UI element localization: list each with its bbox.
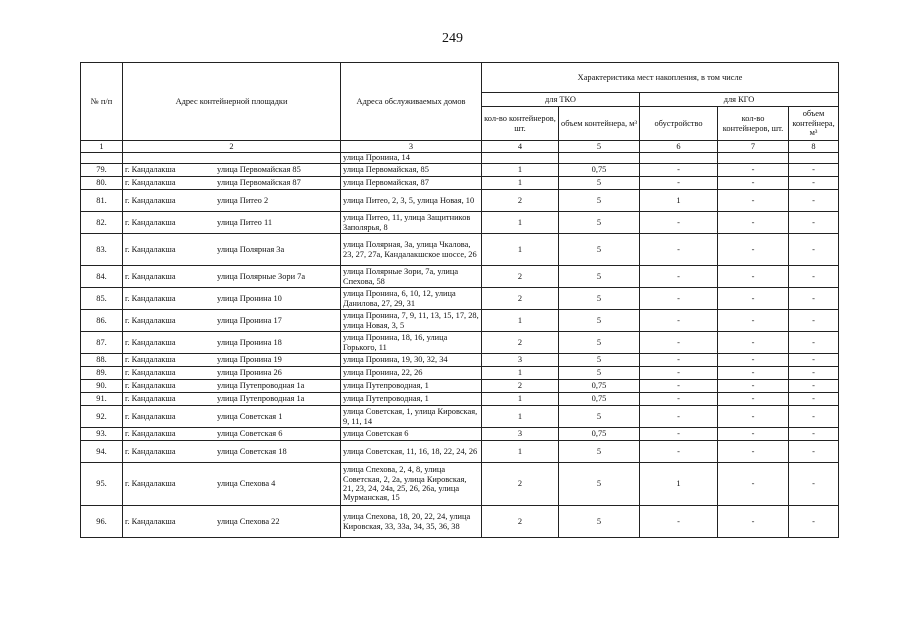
col-number: 6 [640, 141, 718, 153]
city-label: г. Кандалакша [125, 368, 176, 378]
street-label: улица Питео 11 [217, 217, 273, 227]
city-label: г. Кандалакша [125, 178, 176, 188]
row-number-cell: 80. [81, 177, 123, 190]
tko-count-cell: 1 [482, 234, 559, 266]
header-served-houses: Адреса обслуживаемых домов [341, 63, 482, 141]
kgo-count-cell: - [718, 428, 789, 441]
kgo-setup-cell: - [640, 506, 718, 538]
site-address-cell [123, 463, 341, 506]
kgo-setup-cell: - [640, 393, 718, 406]
served-houses-cell: улица Пронина, 22, 26 [341, 367, 482, 380]
city-label: г. Кандалакша [125, 217, 176, 227]
kgo-count-cell: - [718, 288, 789, 310]
tko-volume-cell: 5 [559, 177, 640, 190]
kgo-setup-cell: - [640, 406, 718, 428]
row-number-cell: 84. [81, 266, 123, 288]
site-address-cell [123, 406, 341, 428]
site-address-cell [123, 367, 341, 380]
tko-count-cell: 1 [482, 310, 559, 332]
served-houses-cell: улица Путепроводная, 1 [341, 380, 482, 393]
kgo-volume-cell: - [789, 190, 839, 212]
row-number-cell: 83. [81, 234, 123, 266]
header-kgo: для КГО [640, 93, 839, 107]
street-label: улица Спехова 22 [217, 516, 280, 526]
kgo-volume-cell: - [789, 212, 839, 234]
served-houses-cell: улица Первомайская, 85 [341, 164, 482, 177]
served-houses-cell: улица Полярные Зори, 7а, улица Спехова, 58 [341, 266, 482, 288]
tko-count-cell: 3 [482, 428, 559, 441]
tko-volume-cell: 0,75 [559, 428, 640, 441]
row-number-cell: 90. [81, 380, 123, 393]
row-number-cell: 79. [81, 164, 123, 177]
row-number-cell: 81. [81, 190, 123, 212]
row-number-cell: 91. [81, 393, 123, 406]
served-houses-cell: улица Полярная, 3а, улица Чкалова, 23, 27, 27а, Кандалакшское шоссе, 26 [341, 234, 482, 266]
tko-volume-cell: 5 [559, 463, 640, 506]
row-number-cell: 95. [81, 463, 123, 506]
table-row [81, 463, 839, 506]
tko-count-cell: 1 [482, 164, 559, 177]
tko-volume-cell: 5 [559, 332, 640, 354]
tko-volume-cell: 5 [559, 406, 640, 428]
tko-volume-cell: 5 [559, 190, 640, 212]
kgo-volume-cell: - [789, 393, 839, 406]
kgo-count-cell: - [718, 406, 789, 428]
row-number-cell: 86. [81, 310, 123, 332]
street-label: улица Советская 6 [217, 429, 283, 439]
site-address-cell [123, 380, 341, 393]
served-houses-cell: улица Пронина, 19, 30, 32, 34 [341, 354, 482, 367]
row-number-cell: 85. [81, 288, 123, 310]
table-row [81, 367, 839, 380]
street-label: улица Питео 2 [217, 195, 269, 205]
kgo-setup-cell: - [640, 441, 718, 463]
city-label: г. Кандалакша [125, 355, 176, 365]
tko-count-cell: 1 [482, 406, 559, 428]
kgo-volume-cell: - [789, 310, 839, 332]
tko-volume-cell: 0,75 [559, 380, 640, 393]
col-number: 4 [482, 141, 559, 153]
tko-count-cell: 2 [482, 506, 559, 538]
row-number-cell: 87. [81, 332, 123, 354]
city-label: г. Кандалакша [125, 293, 176, 303]
table-header [81, 63, 839, 153]
header-kgo-count: кол-во контейнеров, шт. [718, 107, 789, 141]
city-label: г. Кандалакша [125, 271, 176, 281]
col-number: 8 [789, 141, 839, 153]
site-address-cell [123, 441, 341, 463]
tko-count-cell: 2 [482, 380, 559, 393]
table-row [81, 164, 839, 177]
kgo-setup-cell: - [640, 164, 718, 177]
kgo-volume-cell: - [789, 354, 839, 367]
tko-count-cell: 2 [482, 288, 559, 310]
header-site-address: Адрес контейнерной площадки [123, 63, 341, 141]
kgo-volume-cell: - [789, 506, 839, 538]
table-body [81, 153, 839, 538]
city-label: г. Кандалакша [125, 411, 176, 421]
kgo-volume-cell: - [789, 406, 839, 428]
kgo-count-cell: - [718, 332, 789, 354]
tko-count-cell: 3 [482, 354, 559, 367]
kgo-volume-cell: - [789, 367, 839, 380]
site-address-cell [123, 234, 341, 266]
kgo-volume-cell: - [789, 463, 839, 506]
kgo-count-cell: - [718, 266, 789, 288]
kgo-setup-cell: - [640, 332, 718, 354]
table-row [81, 354, 839, 367]
row-number-cell: 96. [81, 506, 123, 538]
header-kgo-setup: обустройство [640, 107, 718, 141]
served-houses-cell: улица Пронина, 7, 9, 11, 13, 15, 17, 28, улица Новая, 3, 5 [341, 310, 482, 332]
city-label: г. Кандалакша [125, 165, 176, 175]
kgo-count-cell: - [718, 164, 789, 177]
served-houses-cell: улица Советская, 1, улица Кировская, 9, 11, 14 [341, 406, 482, 428]
header-tko: для ТКО [482, 93, 640, 107]
kgo-volume-cell: - [789, 234, 839, 266]
site-address-cell [123, 393, 341, 406]
kgo-setup-cell: - [640, 380, 718, 393]
street-label: улица Спехова 4 [217, 479, 276, 489]
table-row [81, 441, 839, 463]
site-address-cell [123, 177, 341, 190]
col-number: 5 [559, 141, 640, 153]
street-label: улица Советская 1 [217, 411, 283, 421]
city-label: г. Кандалакша [125, 429, 176, 439]
row-number-cell: 82. [81, 212, 123, 234]
city-label: г. Кандалакша [125, 394, 176, 404]
kgo-count-cell: - [718, 190, 789, 212]
street-label: улица Пронина 26 [217, 368, 282, 378]
kgo-volume-cell: - [789, 380, 839, 393]
row-number-cell: 93. [81, 428, 123, 441]
city-label: г. Кандалакша [125, 479, 176, 489]
row-number-cell: 89. [81, 367, 123, 380]
kgo-count-cell: - [718, 441, 789, 463]
kgo-setup-cell: 1 [640, 463, 718, 506]
tko-count-cell: 1 [482, 441, 559, 463]
kgo-count-cell: - [718, 506, 789, 538]
city-label: г. Кандалакша [125, 516, 176, 526]
kgo-count-cell: - [718, 380, 789, 393]
continuation-row [81, 153, 839, 164]
tko-volume-cell: 5 [559, 288, 640, 310]
table-row [81, 393, 839, 406]
tko-volume-cell: 5 [559, 234, 640, 266]
kgo-count-cell: - [718, 212, 789, 234]
tko-count-cell: 1 [482, 367, 559, 380]
tko-volume-cell: 5 [559, 367, 640, 380]
street-label: улица Пронина 19 [217, 355, 282, 365]
kgo-setup-cell: 1 [640, 190, 718, 212]
kgo-count-cell: - [718, 393, 789, 406]
tko-count-cell: 1 [482, 212, 559, 234]
street-label: улица Первомайская 87 [217, 178, 301, 188]
tko-volume-cell: 0,75 [559, 393, 640, 406]
site-address-cell [123, 428, 341, 441]
header-tko-volume: объем контейнера, м³ [559, 107, 640, 141]
tko-volume-cell: 0,75 [559, 164, 640, 177]
site-address-cell [123, 506, 341, 538]
kgo-volume-cell: - [789, 177, 839, 190]
col-number: 3 [341, 141, 482, 153]
kgo-volume-cell: - [789, 428, 839, 441]
tko-volume-cell: 5 [559, 212, 640, 234]
header-num: № п/п [81, 63, 123, 141]
served-houses-cell: улица Питео, 2, 3, 5, улица Новая, 10 [341, 190, 482, 212]
served-houses-cell: улица Пронина, 14 [341, 153, 482, 164]
kgo-setup-cell: - [640, 266, 718, 288]
site-address-cell [123, 190, 341, 212]
city-label: г. Кандалакша [125, 337, 176, 347]
header-kgo-volume: объем контейнера, м³ [789, 107, 839, 141]
kgo-setup-cell: - [640, 310, 718, 332]
site-address-cell [123, 164, 341, 177]
site-address-cell [123, 354, 341, 367]
kgo-volume-cell: - [789, 441, 839, 463]
tko-volume-cell: 5 [559, 506, 640, 538]
site-address-cell [123, 212, 341, 234]
served-houses-cell: улица Питео, 11, улица Защитников Заполярья, 8 [341, 212, 482, 234]
table-row [81, 332, 839, 354]
city-label: г. Кандалакша [125, 446, 176, 456]
served-houses-cell: улица Советская, 11, 16, 18, 22, 24, 26 [341, 441, 482, 463]
street-label: улица Пронина 10 [217, 293, 282, 303]
street-label: улица Путепроводная 1а [217, 394, 305, 404]
served-houses-cell: улица Советская 6 [341, 428, 482, 441]
table-row [81, 177, 839, 190]
header-tko-count: кол-во контейнеров, шт. [482, 107, 559, 141]
row-number-cell: 88. [81, 354, 123, 367]
street-label: улица Советская 18 [217, 446, 287, 456]
served-houses-cell: улица Спехова, 18, 20, 22, 24, улица Кировская, 33, 33а, 34, 35, 36, 38 [341, 506, 482, 538]
kgo-count-cell: - [718, 310, 789, 332]
site-address-cell [123, 332, 341, 354]
kgo-volume-cell: - [789, 164, 839, 177]
col-number: 2 [123, 141, 341, 153]
table-row [81, 506, 839, 538]
site-address-cell [123, 310, 341, 332]
kgo-setup-cell: - [640, 288, 718, 310]
column-number-row [81, 141, 839, 153]
street-label: улица Полярная 3а [217, 244, 285, 254]
city-label: г. Кандалакша [125, 381, 176, 391]
kgo-setup-cell: - [640, 354, 718, 367]
tko-count-cell: 2 [482, 266, 559, 288]
table-row [81, 266, 839, 288]
container-sites-table [80, 62, 839, 538]
kgo-volume-cell: - [789, 288, 839, 310]
city-label: г. Кандалакша [125, 195, 176, 205]
tko-count-cell: 1 [482, 393, 559, 406]
city-label: г. Кандалакша [125, 244, 176, 254]
site-address-cell [123, 288, 341, 310]
table-row [81, 190, 839, 212]
page-number: 249 [442, 31, 463, 46]
city-label: г. Кандалакша [125, 315, 176, 325]
tko-count-cell: 2 [482, 332, 559, 354]
kgo-volume-cell: - [789, 332, 839, 354]
street-label: улица Путепроводная 1а [217, 381, 305, 391]
table-row [81, 428, 839, 441]
row-number-cell: 94. [81, 441, 123, 463]
street-label: улица Пронина 18 [217, 337, 282, 347]
row-number-cell: 92. [81, 406, 123, 428]
street-label: улица Первомайская 85 [217, 165, 301, 175]
served-houses-cell: улица Пронина, 6, 10, 12, улица Данилова, 27, 29, 31 [341, 288, 482, 310]
tko-count-cell: 2 [482, 190, 559, 212]
table-row [81, 406, 839, 428]
tko-volume-cell: 5 [559, 310, 640, 332]
street-label: улица Пронина 17 [217, 315, 282, 325]
street-label: улица Полярные Зори 7а [217, 271, 306, 281]
kgo-count-cell: - [718, 367, 789, 380]
kgo-volume-cell: - [789, 266, 839, 288]
served-houses-cell: улица Спехова, 2, 4, 8, улица Советская, 2, 2а, улица Кировская, 21, 23, 24, 24а, 25, 26, 26а, улица Мурманская, 15 [341, 463, 482, 506]
kgo-setup-cell: - [640, 234, 718, 266]
kgo-setup-cell: - [640, 177, 718, 190]
served-houses-cell: улица Путепроводная, 1 [341, 393, 482, 406]
kgo-count-cell: - [718, 234, 789, 266]
site-address-cell [123, 266, 341, 288]
table-row [81, 310, 839, 332]
kgo-setup-cell: - [640, 212, 718, 234]
served-houses-cell: улица Пронина, 18, 16, улица Горького, 11 [341, 332, 482, 354]
header-characteristics: Характеристика мест накопления, в том числе [482, 63, 839, 93]
kgo-count-cell: - [718, 177, 789, 190]
table-row [81, 380, 839, 393]
table-row [81, 234, 839, 266]
kgo-count-cell: - [718, 463, 789, 506]
table-row [81, 212, 839, 234]
col-number: 1 [81, 141, 123, 153]
tko-volume-cell: 5 [559, 266, 640, 288]
col-number: 7 [718, 141, 789, 153]
tko-volume-cell: 5 [559, 441, 640, 463]
served-houses-cell: улица Первомайская, 87 [341, 177, 482, 190]
tko-volume-cell: 5 [559, 354, 640, 367]
table-row [81, 288, 839, 310]
tko-count-cell: 1 [482, 177, 559, 190]
kgo-setup-cell: - [640, 428, 718, 441]
tko-count-cell: 2 [482, 463, 559, 506]
kgo-count-cell: - [718, 354, 789, 367]
kgo-setup-cell: - [640, 367, 718, 380]
